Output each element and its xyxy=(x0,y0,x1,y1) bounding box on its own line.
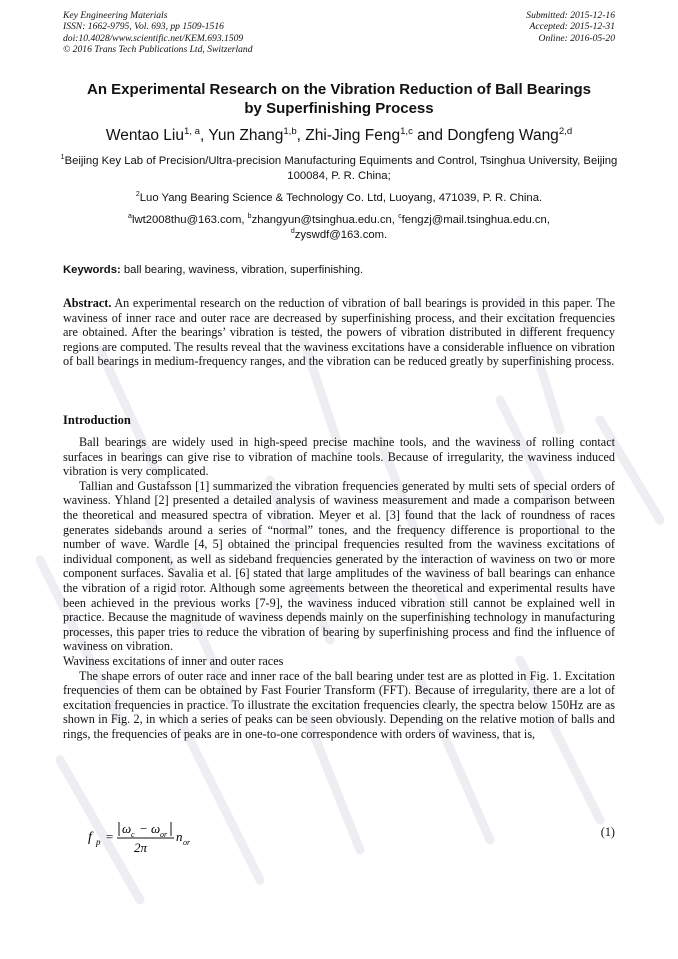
email-sup: a xyxy=(128,213,132,221)
affiliation-text: Beijing Key Lab of Precision/Ultra-precision Manufacturing Equiments and Control, Tsinghua University, Beijing 100084, P. R. China; xyxy=(64,155,618,182)
subsection-heading: Waviness excitations of inner and outer races xyxy=(63,653,284,668)
publication-dates xyxy=(526,10,615,44)
eq-omega-1-sub: c xyxy=(131,830,135,839)
abstract xyxy=(63,296,615,369)
paragraph: Tallian and Gustafsson [1] summarized the vibration frequencies generated by multi sets of special orders of waviness. Yhland [2] presented a detailed analysis of waviness measurement and made a comparison between the theoretical and measured spectra of vibration. Meyer et al. [3] found that the lack of roundness of races generates sidebands around a series of “normal” tones, and the frequency difference is proportional to the number of wave. Wardle [4, 5] obtained the principal frequencies resulted from the waviness excitations of individual component, as well as sideband frequencies generated by the interaction of waviness on two or more component surfaces. Savalia et al. [6] stated that large amplitudes of the waviness of ball bearings can enhance the vibration of a rigid rotor. Although some agreements between the theoretical and experimental results have been achieved in the previous works [7-9], the waviness induced vibration still cannot be explained well in practice. Because the magnitude of waviness depends mainly on the superfinishing technology in manufacturing processes, this paper tries to reduce the vibration of bearing by superfinishing process and find the influence of waviness on vibration. xyxy=(63,478,615,654)
accepted-date: Accepted: 2015-12-31 xyxy=(529,21,615,33)
journal-info xyxy=(63,10,253,56)
email-link[interactable]: zyswdf@163.com. xyxy=(294,229,388,241)
email-link[interactable]: lwt2008thu@163.com, xyxy=(131,214,248,226)
eq-omega-1: ω xyxy=(122,821,132,836)
author-list xyxy=(30,127,648,145)
author-name: Dongfeng Wang xyxy=(447,127,559,144)
author-sup: 1, a xyxy=(183,125,200,137)
eq-omega-2: ω xyxy=(151,821,161,836)
abstract-text: An experimental research on the reduction of vibration of ball bearings is provided in this paper. The waviness of inner race and outer race are decreased by superfinishing process, and their excitation frequencies are obtained. After the bearings’ vibration is tested, the powers of vibration distributed in different frequency regions are computed. The results reveal that the waviness excitations have a considerable influence on vibration of ball bearings in medium-frequency ranges, and the vibration can be reduced greatly by superfinishing process. xyxy=(63,296,615,369)
paragraph: Ball bearings are widely used in high-speed precise machine tools, and the waviness of rolling contact surfaces in bearings can give rise to vibration of machine tools. Because of irregularity, the waviness induced vibration is very complicated. xyxy=(63,435,615,479)
doi[interactable]: doi:10.4028/www.scientific.net/KEM.693.1509 xyxy=(63,32,244,44)
author-separator: , xyxy=(200,127,209,144)
author-emails xyxy=(60,213,618,243)
eq-minus: − xyxy=(140,821,148,836)
introduction-body xyxy=(63,435,615,741)
keywords-label: Keywords: xyxy=(63,264,121,276)
email-sup: c xyxy=(398,213,402,221)
abstract-label: Abstract. xyxy=(63,296,112,310)
email-sup: d xyxy=(290,228,295,236)
submitted-date: Submitted: 2015-12-16 xyxy=(526,10,615,21)
email-link[interactable]: zhangyun@tsinghua.edu.cn, xyxy=(251,214,399,226)
section-heading-introduction: Introduction xyxy=(63,413,131,427)
equation-1 xyxy=(88,818,615,854)
author-name: Zhi-Jing Feng xyxy=(305,127,401,144)
author-sup: 2,d xyxy=(558,125,573,137)
email-link[interactable]: fengzj@mail.tsinghua.edu.cn, xyxy=(401,214,550,226)
paragraph: The shape errors of outer race and inner race of the ball bearing under test are as plotted in Fig. 1. Excitation frequencies of them can be obtained by Fast Fourier Transform (FFT). Because of irregularity, there are a lot of excitation frequencies in practice. To illustrate the excitation frequencies clearly, the spectra below 150Hz are as shown in Fig. 2, in which a series of peaks can be seen obviously. Depending on the relative motion of balls and rings, the frequencies of peaks are in one-to-one correspondence with orders of waviness, that is, xyxy=(63,668,615,741)
affiliation-1 xyxy=(60,154,618,184)
copyright: © 2016 Trans Tech Publications Ltd, Switzerland xyxy=(63,44,253,56)
author-sup: 1,c xyxy=(400,125,413,137)
author-separator: and xyxy=(412,127,448,144)
issn: ISSN: 1662-9795, Vol. 693, pp 1509-1516 xyxy=(63,21,224,33)
title-line-1: An Experimental Research on the Vibration Reduction of Ball Bearings xyxy=(87,81,591,98)
keywords-text: ball bearing, waviness, vibration, superfinishing. xyxy=(120,264,364,276)
author-sup: 1,b xyxy=(283,125,297,137)
online-date: Online: 2016-05-20 xyxy=(538,32,615,44)
equation-number: (1) xyxy=(600,825,615,839)
affiliation-text: Luo Yang Bearing Science & Technology Co. Ltd, Luoyang, 471039, P. R. China. xyxy=(139,192,543,204)
author-separator: , xyxy=(296,127,306,144)
affiliation-sup: 2 xyxy=(135,191,140,199)
equation-formula xyxy=(88,818,268,858)
keywords xyxy=(63,264,615,276)
eq-lhs-sub: p xyxy=(96,837,101,847)
journal-name: Key Engineering Materials xyxy=(63,10,168,21)
email-sup: b xyxy=(247,213,252,221)
author-name: Wentao Liu xyxy=(105,127,184,144)
eq-omega-2-sub: or xyxy=(160,830,168,839)
affiliation-sup: 1 xyxy=(60,154,65,162)
eq-equals: = xyxy=(106,829,114,844)
author-name: Yun Zhang xyxy=(208,127,284,144)
eq-denominator: 2π xyxy=(134,840,148,855)
title-line-2: by Superfinishing Process xyxy=(244,100,434,117)
eq-n-sub: or xyxy=(183,838,191,847)
paper-title xyxy=(40,80,638,118)
eq-lhs: f xyxy=(88,830,92,845)
affiliation-2 xyxy=(60,191,618,206)
eq-n: n xyxy=(176,829,183,844)
